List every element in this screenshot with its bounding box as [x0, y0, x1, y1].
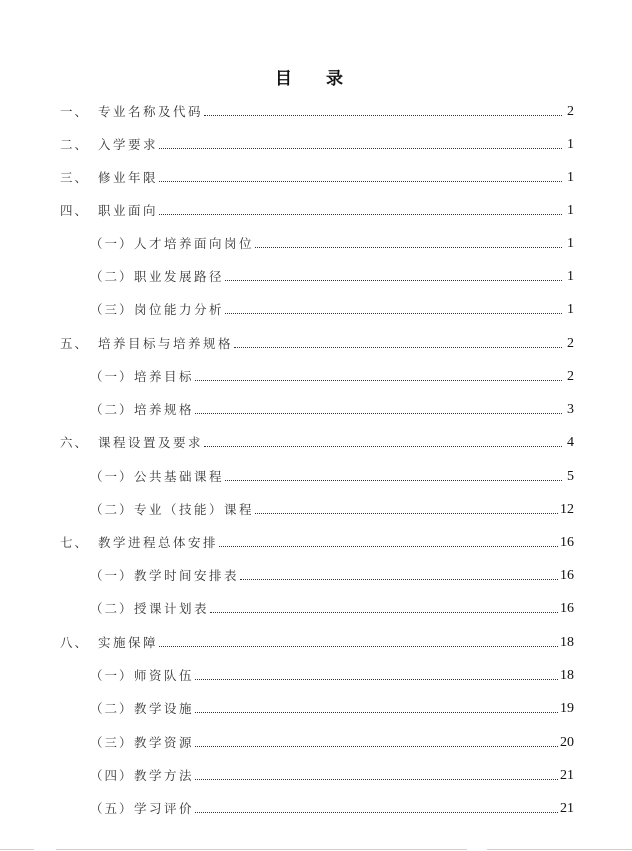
entry-page: 18 [560, 668, 574, 683]
entry-page: 19 [560, 701, 574, 716]
entry-label: 职业发展路径 [134, 269, 225, 284]
page-edge-line [0, 849, 34, 850]
entry-label: 入学要求 [98, 137, 159, 152]
dot-leader [195, 778, 558, 780]
entry-number: （四） [90, 768, 134, 783]
toc-entry[interactable] [90, 697, 574, 717]
toc-entry[interactable] [60, 199, 574, 219]
toc-entry[interactable] [60, 431, 574, 451]
entry-label: 授课计划表 [134, 601, 210, 616]
dot-leader [159, 180, 562, 182]
dot-leader [255, 512, 558, 514]
entry-number: （二） [90, 502, 134, 517]
dot-leader [159, 147, 562, 149]
toc-entry[interactable] [90, 597, 574, 617]
entry-number: （二） [90, 601, 134, 616]
entry-page: 18 [560, 635, 574, 650]
entry-page: 1 [567, 236, 574, 251]
page-edge-line [56, 849, 467, 850]
dot-leader [225, 279, 562, 281]
toc-entry[interactable] [60, 166, 574, 186]
entry-page: 4 [567, 435, 574, 450]
toc-entry[interactable] [90, 764, 574, 784]
entry-label: 专业名称及代码 [98, 104, 204, 119]
entry-label: 教学进程总体安排 [98, 535, 219, 550]
entry-number: （三） [90, 302, 134, 317]
toc-title: 目 录 [275, 69, 357, 89]
dot-leader [255, 246, 562, 248]
entry-page: 21 [560, 801, 574, 816]
toc-entry[interactable] [60, 531, 574, 551]
entry-page: 1 [567, 170, 574, 185]
entry-page: 1 [567, 137, 574, 152]
toc-entry[interactable] [90, 232, 574, 252]
dot-leader [240, 578, 558, 580]
dot-leader [195, 711, 558, 713]
dot-leader [159, 213, 562, 215]
toc-entry[interactable] [60, 332, 574, 352]
entry-page: 21 [560, 768, 574, 783]
entry-number: 五、 [60, 336, 90, 351]
entry-number: 七、 [60, 535, 90, 550]
entry-page: 16 [560, 535, 574, 550]
page-edge-line [487, 849, 632, 850]
entry-page: 1 [567, 302, 574, 317]
toc-entry[interactable] [90, 564, 574, 584]
entry-label: 师资队伍 [134, 668, 195, 683]
entry-label: 培养规格 [134, 402, 195, 417]
entry-number: （五） [90, 801, 134, 816]
entry-number: （二） [90, 701, 134, 716]
entry-label: 专业（技能）课程 [134, 502, 255, 517]
entry-number: （一） [90, 236, 134, 251]
toc-entry[interactable] [90, 298, 574, 318]
entry-page: 16 [560, 568, 574, 583]
toc-entry[interactable] [90, 398, 574, 418]
dot-leader [204, 445, 562, 447]
entry-number: 六、 [60, 435, 90, 450]
toc-entry[interactable] [90, 498, 574, 518]
entry-number: （一） [90, 668, 134, 683]
entry-number: （一） [90, 469, 134, 484]
dot-leader [204, 114, 562, 116]
dot-leader [225, 479, 562, 481]
dot-leader [195, 745, 558, 747]
entry-page: 1 [567, 203, 574, 218]
entry-page: 3 [567, 402, 574, 417]
entry-page: 2 [567, 369, 574, 384]
entry-label: 教学资源 [134, 735, 195, 750]
toc-entry[interactable] [60, 631, 574, 651]
entry-label: 修业年限 [98, 170, 159, 185]
toc-entry[interactable] [60, 133, 574, 153]
entry-number: （三） [90, 735, 134, 750]
entry-number: （一） [90, 369, 134, 384]
toc-entry[interactable] [90, 731, 574, 751]
entry-label: 人才培养面向岗位 [134, 236, 255, 251]
dot-leader [195, 379, 562, 381]
entry-number: （一） [90, 568, 134, 583]
entry-label: 实施保障 [98, 635, 159, 650]
entry-page: 20 [560, 735, 574, 750]
toc-entry[interactable] [90, 797, 574, 817]
toc-entry[interactable] [90, 265, 574, 285]
entry-page: 12 [560, 502, 574, 517]
entry-page: 2 [567, 336, 574, 351]
entry-page: 2 [567, 104, 574, 119]
toc-entry[interactable] [90, 664, 574, 684]
dot-leader [195, 811, 558, 813]
dot-leader [234, 346, 562, 348]
entry-label: 教学时间安排表 [134, 568, 240, 583]
entry-label: 岗位能力分析 [134, 302, 225, 317]
entry-label: 培养目标与培养规格 [98, 336, 234, 351]
dot-leader [195, 678, 558, 680]
entry-label: 培养目标 [134, 369, 195, 384]
entry-label: 教学设施 [134, 701, 195, 716]
entry-number: 八、 [60, 635, 90, 650]
dot-leader [195, 412, 562, 414]
toc-entry[interactable] [90, 365, 574, 385]
entry-label: 课程设置及要求 [98, 435, 204, 450]
dot-leader [225, 312, 562, 314]
entry-number: 四、 [60, 203, 90, 218]
entry-page: 16 [560, 601, 574, 616]
entry-number: 三、 [60, 170, 90, 185]
entry-number: （二） [90, 269, 134, 284]
entry-label: 教学方法 [134, 768, 195, 783]
dot-leader [210, 611, 558, 613]
entry-page: 5 [567, 469, 574, 484]
entry-number: （二） [90, 402, 134, 417]
toc-entry[interactable] [90, 465, 574, 485]
toc-entry[interactable] [60, 100, 574, 120]
entry-label: 公共基础课程 [134, 469, 225, 484]
entry-page: 1 [567, 269, 574, 284]
dot-leader [219, 545, 558, 547]
entry-label: 学习评价 [134, 801, 195, 816]
entry-number: 一、 [60, 104, 90, 119]
entry-label: 职业面向 [98, 203, 159, 218]
entry-number: 二、 [60, 137, 90, 152]
dot-leader [159, 645, 558, 647]
